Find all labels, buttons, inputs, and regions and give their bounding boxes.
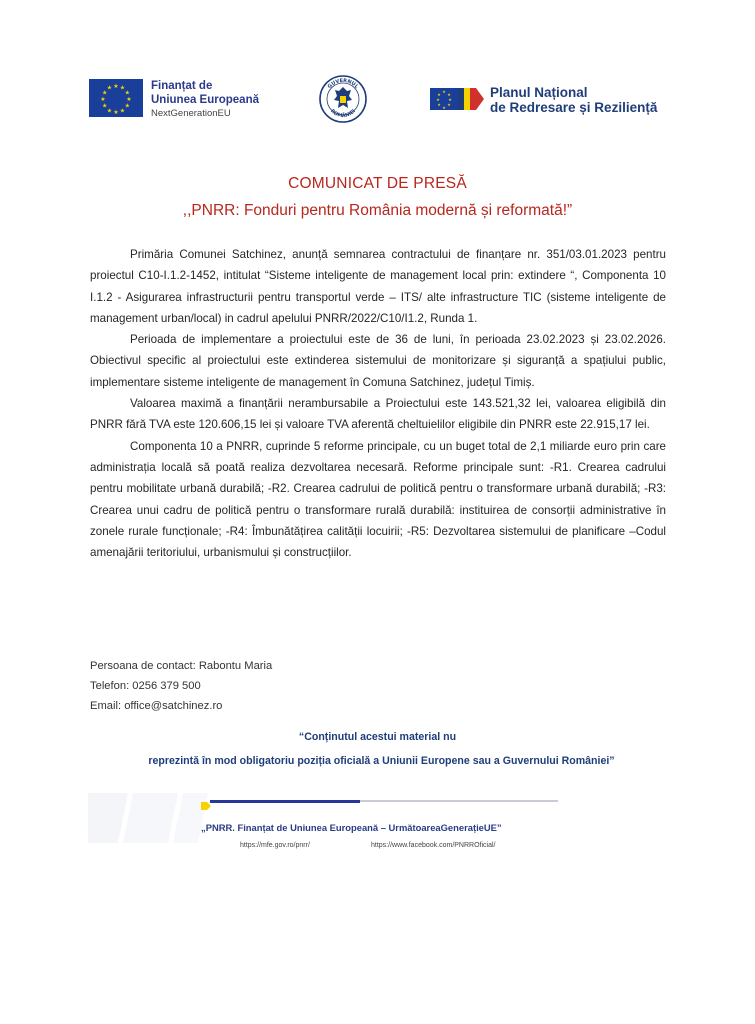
footer-link-facebook[interactable]: https://www.facebook.com/PNRROficial/ (371, 842, 496, 849)
body-paragraph: Primăria Comunei Satchinez, anunță semnarea contractului de finanțare nr. 351/03.01.2023 pentru proiectul C10-I.1.2-1452, intitulat “Sisteme inteligente de management local prin: extindere “, Componenta 10 I.1.2 - Asigurarea infrastructurii pentru transportul verde – ITS/ alte infrastructure TIC (sisteme inteligente de management urban/local) in cadrul apelului PNRR/2022/C10/I1.2, Runda 1. (90, 248, 666, 325)
svg-text:★: ★ (113, 83, 119, 90)
body-paragraph: Valoarea maximă a finanțării nerambursabile a Proiectului este 143.521,32 lei, valoarea eligibilă din PNRR fără TVA este 120.606,15 lei și valoare TVA aferentă cheltuielilor eligibile din PNRR este 22.915,17 lei. (90, 397, 666, 432)
svg-text:★: ★ (437, 92, 441, 97)
pnrr-logo-line2: de Redresare și Reziliență (490, 100, 658, 115)
disclaimer-line1: “Conținutul acestui material nu (298, 731, 457, 743)
footer-slogan: „PNRR. Finanțat de Uniunea Europeană – UrmătoareaGenerațieUE” (201, 822, 502, 833)
svg-text:★: ★ (119, 84, 126, 92)
footer-link-mfe[interactable]: https://mfe.gov.ro/pnrr/ (240, 842, 310, 849)
svg-text:★: ★ (442, 105, 446, 110)
svg-text:★: ★ (106, 84, 113, 92)
svg-text:★: ★ (113, 109, 119, 116)
body-paragraph: Perioada de implementare a proiectului este de 36 de luni, în perioada 23.02.2023 și 23.02.2026. Obiectivul specific al proiectului este extinderea sistemului de monitorizare și siguranță a spațiului public, implementare sisteme inteligente de management în Comuna Satchinez, județul Timiș. (90, 333, 666, 389)
svg-text:★: ★ (100, 96, 106, 103)
disclaimer-line2: reprezintă în mod obligatoriu poziția oficială a Uniunii Europene sau a Guvernului României” (148, 755, 615, 767)
svg-text:★: ★ (119, 107, 126, 115)
eu-logo-text (151, 79, 259, 121)
svg-text:★: ★ (124, 89, 130, 97)
pnrr-logo-text (490, 85, 657, 115)
eu-logo-line1: Finanțat de (151, 80, 213, 92)
body-paragraph: Componenta 10 a PNRR, cuprinde 5 reforme principale, cu un buget total de 2,1 miliarde euro prin care administrația locală să poată realiza dezvoltarea necesară. Reforme principale sunt: -R1. Crearea cadrului pentru mobilitate urbană durabilă; -R2. Crearea cadrului de politică pentru o transformare urbană durabilă; -R3: Crearea unui cadru de politică pentru o transformare rurală durabilă: instituirea de consorții administrative în zonele rurale funcționale; -R4: Îmbunătățirea calității locuirii; -R5: Dezvoltarea sistemului de planificare –Codul amenajării teritoriului, urbanismului și construcțiilor. (90, 439, 666, 560)
svg-text:★: ★ (447, 102, 451, 107)
contact-person: Persoana de contact: Rabontu Maria (90, 660, 273, 672)
seal-text-bottom: ROMÂNIEI (329, 108, 357, 120)
pnrr-logo (430, 84, 657, 116)
eu-logo-line2: Uniunea Europeană (151, 94, 259, 106)
svg-text:★: ★ (102, 102, 108, 110)
press-release-heading: COMUNICAT DE PRESĂ (288, 175, 467, 192)
pnrr-flag-arrow-icon (430, 84, 484, 116)
svg-text:★: ★ (102, 89, 108, 97)
svg-text:★: ★ (442, 89, 446, 94)
svg-text:★: ★ (436, 97, 440, 102)
svg-text:★: ★ (126, 96, 132, 103)
svg-text:ROMÂNIEI (329, 108, 357, 119)
footer-accent-line (210, 800, 360, 803)
seal-text-top: GUVERNUL (326, 77, 360, 90)
romanian-government-seal-icon (318, 74, 368, 124)
pnrr-logo-line1: Planul Național (490, 85, 588, 100)
eu-funding-logo (89, 79, 259, 121)
contact-email: Email: office@satchinez.ro (90, 700, 223, 712)
press-release-body (90, 244, 666, 563)
svg-text:★: ★ (106, 107, 113, 115)
eu-logo-line3: NextGenerationEU (151, 108, 231, 119)
svg-text:★: ★ (447, 92, 451, 97)
contact-block (90, 656, 490, 716)
eu-flag-icon (89, 79, 143, 117)
press-release-subtitle: ,,PNRR: Fonduri pentru România modernă și reformată!” (182, 202, 573, 219)
contact-phone: Telefon: 0256 379 500 (90, 680, 201, 692)
svg-text:★: ★ (124, 102, 130, 110)
svg-text:★: ★ (448, 97, 452, 102)
svg-text:★: ★ (437, 102, 441, 107)
